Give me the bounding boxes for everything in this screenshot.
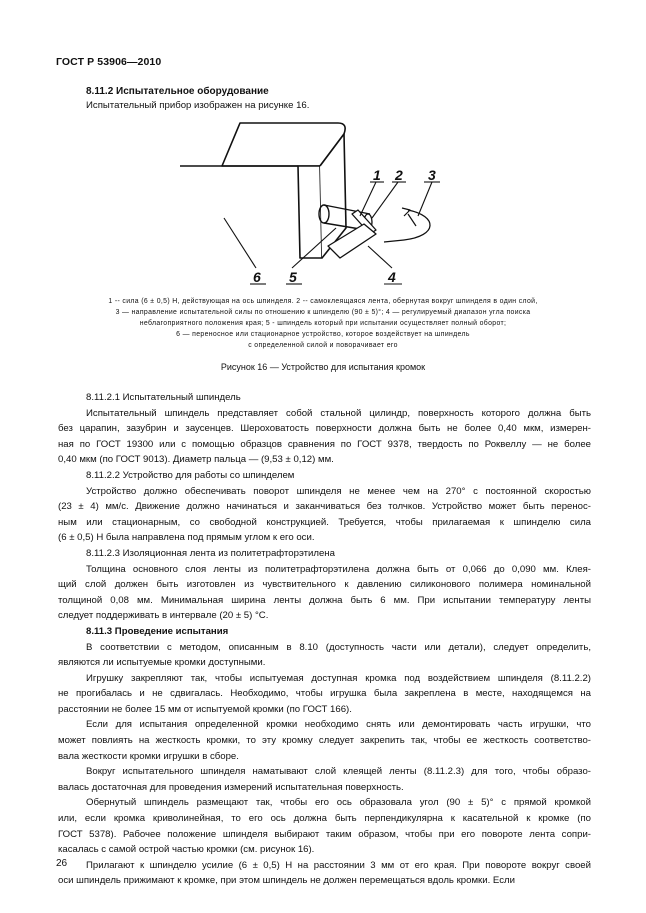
label-6: 6	[253, 269, 261, 285]
label-3: 3	[428, 167, 436, 183]
body-line: Испытательный шпиндель представляет собой стальной цилиндр, поверхность которого должна быть	[86, 407, 591, 419]
body-line: ГОСТ 5378). Рабочее положение шпинделя выбирают таким образом, чтобы при его повороте лента сопри-	[58, 828, 591, 840]
legend-line: с определенной силой и поворачивает его	[248, 342, 398, 349]
body-line: Вокруг испытательного шпинделя наматывают слой клеящей ленты (8.11.2.3) для того, чтобы образо-	[86, 766, 591, 778]
body-line: ным или стационарным, со свободной конструкцией. Требуется, чтобы прилагаемая к шпинделю сила	[58, 516, 591, 528]
body-line: или, если кромка криволинейная, то его ось должна быть перпендикулярна к касательной к кромке (по	[58, 813, 591, 825]
leader-6	[224, 218, 256, 268]
leader-3	[418, 182, 432, 216]
body-line: Обернутый шпиндель размещают так, чтобы его ось образовала угол (90 ± 5)° с прямой кромкой	[86, 797, 591, 809]
label-5: 5	[289, 269, 297, 285]
section-title: 8.11.2 Испытательное оборудование	[86, 86, 269, 97]
body-line: толщиной 0,08 мм. Минимальная ширина ленты должна быть 6 мм. При испытании температуру ленты	[58, 594, 591, 606]
body-line: являются ли испытуемые кромки доступными.	[58, 657, 266, 669]
figure-16-drawing	[180, 118, 470, 300]
leader-1	[360, 182, 376, 216]
body-line: не прогибалась и не сдвигалась. Необходимо, чтобы игрушка была закреплена в месте, находящемся на	[58, 688, 591, 700]
body-line: Толщина основного слоя ленты из политетрафторэтилена должна быть от 0,066 до 0,090 мм. Клея-	[86, 563, 591, 575]
body-line: щий слой должен быть изготовлен из чувствительного к давлению силиконового полимера номинальной	[58, 579, 591, 591]
body-line: валась достаточная для проведения измерений испытательная поверхность.	[58, 781, 404, 793]
legend-line: неблагоприятного положения края; 5 - шпиндель который при испытании осуществляет полный оборот;	[139, 320, 507, 327]
leader-4	[368, 246, 392, 268]
body-line: оси шпиндель прижимают к кромке, при этом шпиндель не должен перемещаться вдоль кромки. Если	[58, 875, 515, 887]
body-line: 8.11.2.1 Испытательный шпиндель	[86, 392, 241, 403]
legend-line: 3 — направление испытательной силы по отношению к шпинделю (90 ± 5)°; 4 — регулируемый диапазон угла поиска	[115, 309, 531, 316]
legend-line: 1 -- сила (6 ± 0,5) Н, действующая на ось шпинделя. 2 -- самоклеящаяся лента, обернутая вокруг шпинделя в один слой,	[108, 298, 538, 305]
body-line: 0,40 мкм (по ГОСТ 9013). Диаметр пальца — (9,53 ± 0,12) мм.	[58, 454, 334, 466]
page-number: 26	[56, 858, 68, 869]
body-line: В соответствии с методом, описанным в 8.10 (доступность части или детали), следует определить,	[86, 641, 591, 653]
body-line: может повлиять на жесткость кромки, то эту кромку следует закрепить так, чтобы ее жесткость соответство-	[58, 735, 591, 747]
legend-line: 6 — переносное или стационарное устройство, которое воздействует на шпиндель	[176, 331, 470, 338]
leader-2	[372, 182, 398, 218]
body-line: касалась с самой острой частью кромки (см. рисунок 16).	[58, 844, 315, 856]
rotation-arrow	[384, 210, 430, 242]
body-line: 8.11.2.3 Изоляционная лента из политетрафторэтилена	[86, 547, 335, 559]
body-line: (6 ± 0,5) Н была направлена под прямым углом к его оси.	[58, 532, 315, 544]
body-line: ная по ГОСТ 19300 или с помощью образцов сравнения по ГОСТ 9378, твердость по Роквеллу — не более	[58, 438, 591, 450]
body-line: Игрушку закрепляют так, чтобы испытуемая доступная кромка под воздействием шпинделя (8.11.2.2)	[86, 672, 591, 684]
document-header: ГОСТ Р 53906—2010	[56, 56, 162, 68]
body-line: вала жесткости кромки игрушки в сборе.	[58, 750, 239, 762]
body-line: Прилагают к шпинделю усилие (6 ± 0,5) Н на расстоянии 3 мм от его края. При повороте вокруг своей	[86, 859, 591, 871]
body-line: Устройство должно обеспечивать поворот шпинделя не менее чем на 270° с постоянной скоростью	[86, 485, 591, 497]
figure-legend	[40, 296, 606, 351]
body-line: следует поддерживать в интервале (20 ± 5) °С.	[58, 610, 269, 622]
body-line: без царапин, зазубрин и заусенцев. Шероховатость поверхности должна быть не более 0,40 мкм, измерен-	[58, 423, 591, 435]
body-line: Если для испытания определенной кромки необходимо снять или демонтировать часть игрушки, что	[86, 719, 591, 731]
label-4: 4	[388, 269, 396, 285]
body-line: (23 ± 4) мм/с. Движение должно начинаться и заканчиваться без толчков. Устройство может быть перенос-	[58, 501, 591, 513]
label-2: 2	[395, 167, 403, 183]
section-intro: Испытательный прибор изображен на рисунке 16.	[86, 100, 310, 111]
body-line: расстоянии не более 15 мм от испытуемой кромки (по ГОСТ 166).	[58, 703, 352, 715]
figure-caption: Рисунок 16 — Устройство для испытания кромок	[220, 362, 426, 372]
label-1: 1	[373, 167, 381, 183]
body-line: 8.11.2.2 Устройство для работы со шпинделем	[86, 469, 295, 481]
body-line: 8.11.3 Проведение испытания	[86, 625, 229, 637]
